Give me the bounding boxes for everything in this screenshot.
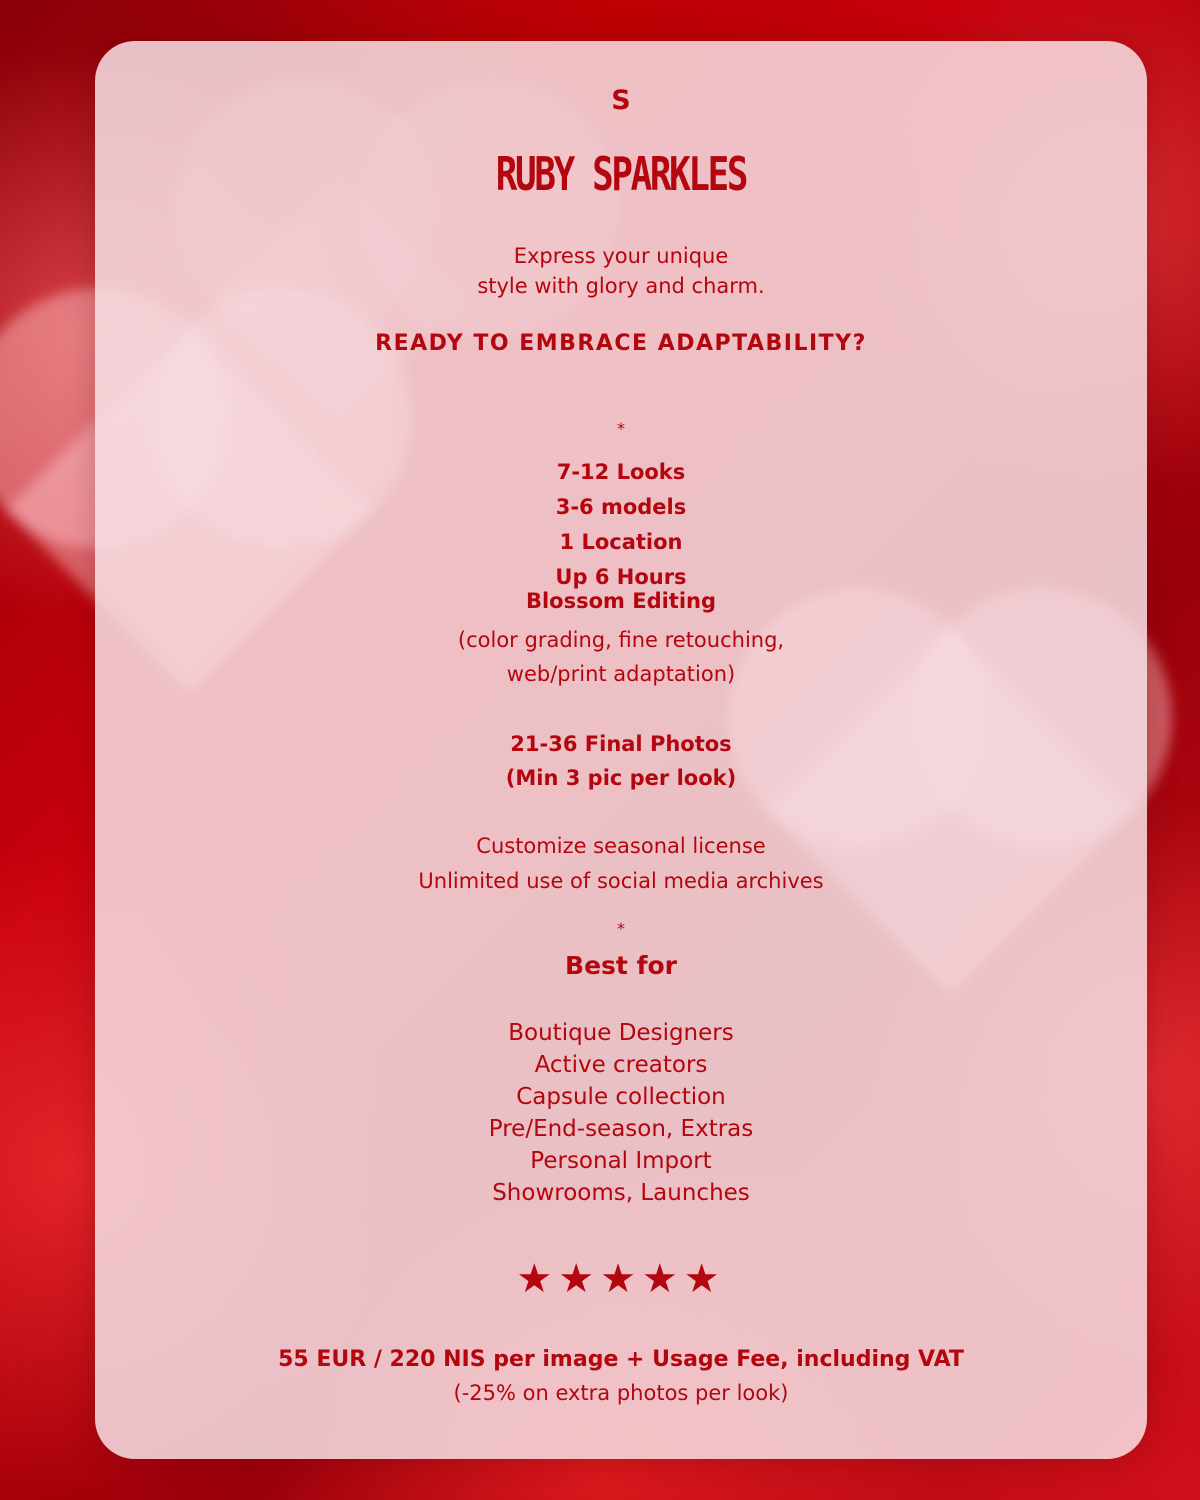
best-for-item: Active creators	[534, 1052, 708, 1078]
final-photos-line: 21-36 Final Photos	[510, 732, 732, 756]
best-for-item: Boutique Designers	[508, 1020, 734, 1046]
best-for-item: Showrooms, Launches	[492, 1180, 750, 1206]
feature-item: 7-12 Looks	[556, 460, 686, 484]
feature-item: 3-6 models	[555, 495, 687, 519]
separator-top: *	[617, 419, 625, 438]
separator-bottom: *	[617, 919, 625, 938]
best-for-list	[95, 1017, 1147, 1209]
star-rating: ★★★★★	[516, 1256, 726, 1302]
price-note: (-25% on extra photos per look)	[453, 1381, 789, 1405]
best-for-title: Best for	[565, 951, 677, 980]
feature-item: 1 Location	[559, 530, 683, 554]
package-title: RUBY SPARKLES	[495, 147, 747, 201]
editing-details	[95, 623, 1147, 691]
tagline	[95, 241, 1147, 301]
feature-item: Up 6 Hours	[555, 565, 687, 589]
tagline-line: Express your unique	[513, 244, 729, 268]
feature-list	[95, 455, 1147, 595]
headline: READY TO EMBRACE ADAPTABILITY?	[375, 331, 867, 356]
final-photos	[95, 727, 1147, 795]
license-line: Customize seasonal license	[476, 834, 766, 858]
brand-logo: S	[611, 85, 631, 116]
package-card	[95, 41, 1147, 1459]
best-for-item: Pre/End-season, Extras	[488, 1116, 754, 1142]
editing-title: Blossom Editing	[525, 589, 717, 613]
license-line: Unlimited use of social media archives	[418, 869, 824, 893]
editing-detail-line: (color grading, fine retouching,	[457, 628, 785, 652]
editing-detail-line: web/print adaptation)	[506, 662, 736, 686]
license-info	[95, 829, 1147, 899]
best-for-item: Personal Import	[530, 1148, 712, 1174]
best-for-item: Capsule collection	[516, 1084, 726, 1110]
final-photos-line: (Min 3 pic per look)	[505, 766, 737, 790]
price: 55 EUR / 220 NIS per image + Usage Fee, including VAT	[278, 1347, 964, 1372]
tagline-line: style with glory and charm.	[477, 274, 765, 298]
